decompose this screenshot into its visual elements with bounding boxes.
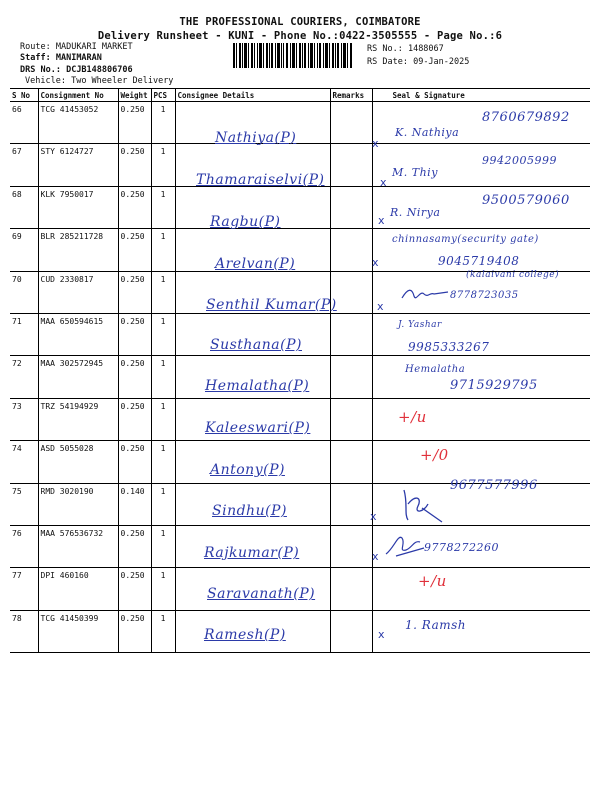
cell-pcs: 1: [151, 398, 175, 440]
cell-sno: 69: [10, 229, 38, 271]
cell-sno: 78: [10, 610, 38, 652]
cell-sno: 73: [10, 398, 38, 440]
cell-weight: 0.250: [118, 610, 151, 652]
cell-consignment: ASD 5055028: [38, 441, 118, 483]
cell-weight: 0.250: [118, 398, 151, 440]
cell-pcs: 1: [151, 102, 175, 144]
rs-date-line: [367, 57, 469, 67]
cell-consignment: CUD 2330817: [38, 271, 118, 313]
table-row: [10, 610, 590, 652]
table-row: [10, 441, 590, 483]
vehicle-line: [25, 76, 173, 86]
route-label: Route:: [20, 42, 51, 52]
cell-weight: 0.250: [118, 313, 151, 355]
hw-x-mark: x: [372, 137, 379, 150]
staff-line: [20, 53, 102, 63]
hw-consignee-name: Rajkumar(P): [204, 545, 300, 561]
table-header-row: [10, 89, 590, 102]
cell-sno: 77: [10, 568, 38, 610]
hw-phone-number: 8778723035: [450, 290, 519, 301]
rs-date-label: RS Date:: [367, 57, 408, 67]
cell-remarks: [330, 102, 372, 144]
hw-signature: M. Thiy: [392, 166, 438, 179]
cell-remarks: [330, 525, 372, 567]
cell-weight: 0.250: [118, 186, 151, 228]
hw-phone-number: 9778272260: [424, 541, 499, 554]
cell-remarks: [330, 144, 372, 186]
cell-pcs: 1: [151, 568, 175, 610]
drs-value: DCJB148806706: [66, 65, 133, 75]
hw-phone-number: 8760679892: [482, 110, 570, 125]
hw-x-mark: x: [372, 256, 379, 269]
hw-consignee-name: Saravanath(P): [207, 586, 316, 602]
hw-phone-number: 9045719408: [438, 254, 520, 268]
cell-consignment: TRZ 54194929: [38, 398, 118, 440]
hw-consignee-name: Antony(P): [210, 462, 285, 478]
cell-consignment: MAA 302572945: [38, 356, 118, 398]
hw-signature: 1. Ramsh: [405, 618, 466, 632]
hw-signature: K. Nathiya: [395, 126, 460, 139]
cell-consignment: TCG 41453052: [38, 102, 118, 144]
cell-weight: 0.250: [118, 144, 151, 186]
col-consignment: Consignment No: [38, 89, 118, 102]
col-consignee: Consignee Details: [175, 89, 330, 102]
cell-pcs: 1: [151, 525, 175, 567]
hw-consignee-name: Sindhu(P): [212, 503, 287, 519]
route-line: [20, 42, 133, 52]
drs-line: [20, 65, 133, 75]
table-row: [10, 525, 590, 567]
hw-x-mark: x: [372, 550, 379, 563]
cell-weight: 0.250: [118, 229, 151, 271]
hw-signature: J. Yashar: [398, 320, 442, 330]
hw-consignee-name: Ramesh(P): [204, 627, 286, 643]
staff-label: Staff:: [20, 53, 51, 63]
cell-pcs: 1: [151, 441, 175, 483]
hw-phone-number: 9942005999: [482, 154, 557, 167]
hw-phone-number: 9677577996: [450, 478, 538, 493]
hw-signature: chinnasamy(security gate): [392, 234, 539, 245]
hw-consignee-name: Kaleeswari(P): [205, 420, 311, 436]
cell-weight: 0.250: [118, 102, 151, 144]
cell-sno: 70: [10, 271, 38, 313]
col-signature: Seal & Signature: [372, 89, 590, 102]
hw-signature: Hemalatha: [405, 364, 466, 375]
hw-consignee-name: Susthana(P): [210, 337, 302, 353]
cell-remarks: [330, 186, 372, 228]
drs-label: DRS No.:: [20, 65, 61, 75]
hw-phone-number: 9715929795: [450, 378, 538, 393]
cell-consignment: KLK 7950017: [38, 186, 118, 228]
hw-consignee-name: Nathiya(P): [215, 130, 297, 146]
route-value: MADUKARI MARKET: [55, 42, 133, 52]
hw-remark: +/0: [420, 446, 449, 464]
cell-pcs: 1: [151, 271, 175, 313]
cell-sno: 66: [10, 102, 38, 144]
cell-weight: 0.250: [118, 441, 151, 483]
barcode: [233, 43, 353, 68]
cell-pcs: 1: [151, 483, 175, 525]
cell-remarks: [330, 441, 372, 483]
cell-weight: 0.250: [118, 525, 151, 567]
cell-consignment: MAA 650594615: [38, 313, 118, 355]
cell-sno: 76: [10, 525, 38, 567]
hw-x-mark: x: [378, 214, 385, 227]
hw-x-mark: x: [377, 300, 384, 313]
cell-remarks: [330, 483, 372, 525]
cell-consignment: TCG 41450399: [38, 610, 118, 652]
signature-scribble: [398, 484, 446, 524]
hw-consignee-name: Ragbu(P): [210, 214, 281, 230]
cell-signature: [372, 441, 590, 483]
rs-no-line: [367, 44, 444, 54]
cell-remarks: [330, 313, 372, 355]
staff-value: MANIMARAN: [55, 53, 102, 63]
cell-weight: 0.250: [118, 356, 151, 398]
signature-scribble: [400, 284, 450, 304]
cell-consignment: DPI 460160: [38, 568, 118, 610]
cell-sno: 67: [10, 144, 38, 186]
cell-pcs: 1: [151, 313, 175, 355]
runsheet-title: Delivery Runsheet - KUNI - Phone No.:0422-3505555 - Page No.:6: [97, 30, 503, 42]
cell-weight: 0.250: [118, 271, 151, 313]
cell-consignment: RMD 3020190: [38, 483, 118, 525]
vehicle-value: Two Wheeler Delivery: [71, 76, 174, 86]
col-remarks: Remarks: [330, 89, 372, 102]
cell-pcs: 1: [151, 356, 175, 398]
cell-remarks: [330, 229, 372, 271]
cell-sno: 74: [10, 441, 38, 483]
cell-pcs: 1: [151, 144, 175, 186]
cell-sno: 68: [10, 186, 38, 228]
col-pcs: PCS: [151, 89, 175, 102]
cell-pcs: 1: [151, 186, 175, 228]
cell-consignment: MAA 576536732: [38, 525, 118, 567]
hw-consignee-name: Senthil Kumar(P): [206, 297, 337, 313]
cell-remarks: [330, 356, 372, 398]
hw-x-mark: x: [380, 176, 387, 189]
col-weight: Weight: [118, 89, 151, 102]
cell-sno: 72: [10, 356, 38, 398]
cell-consignment: BLR 285211728: [38, 229, 118, 271]
cell-remarks: [330, 568, 372, 610]
rs-no-value: 1488067: [407, 44, 444, 54]
col-sno: S No: [10, 89, 38, 102]
cell-weight: 0.250: [118, 568, 151, 610]
vehicle-label: Vehicle:: [25, 76, 66, 86]
hw-consignee-name: Hemalatha(P): [205, 378, 310, 394]
rs-date-value: 09-Jan-2025: [413, 57, 470, 67]
hw-consignee-name: Arelvan(P): [215, 256, 296, 272]
cell-weight: 0.140: [118, 483, 151, 525]
cell-remarks: [330, 398, 372, 440]
cell-pcs: 1: [151, 229, 175, 271]
cell-sno: 71: [10, 313, 38, 355]
hw-phone-number: 9500579060: [482, 193, 570, 208]
cell-signature: [372, 568, 590, 610]
signature-scribble: [384, 528, 428, 558]
cell-sno: 75: [10, 483, 38, 525]
cell-remarks: [330, 610, 372, 652]
hw-signature: R. Nirya: [390, 206, 441, 219]
company-title: THE PROFESSIONAL COURIERS, COIMBATORE: [179, 16, 421, 28]
hw-phone-number: 9985333267: [408, 340, 490, 354]
hw-x-mark: x: [378, 628, 385, 641]
cell-consignment: STY 6124727: [38, 144, 118, 186]
hw-remark: +/u: [418, 572, 447, 590]
hw-consignee-name: Thamaraiselvi(P): [196, 172, 325, 188]
rs-no-label: RS No.:: [367, 44, 403, 54]
hw-signature: (kalaivani college): [466, 270, 560, 280]
cell-pcs: 1: [151, 610, 175, 652]
hw-remark: +/u: [398, 408, 427, 426]
hw-x-mark: x: [370, 510, 377, 523]
